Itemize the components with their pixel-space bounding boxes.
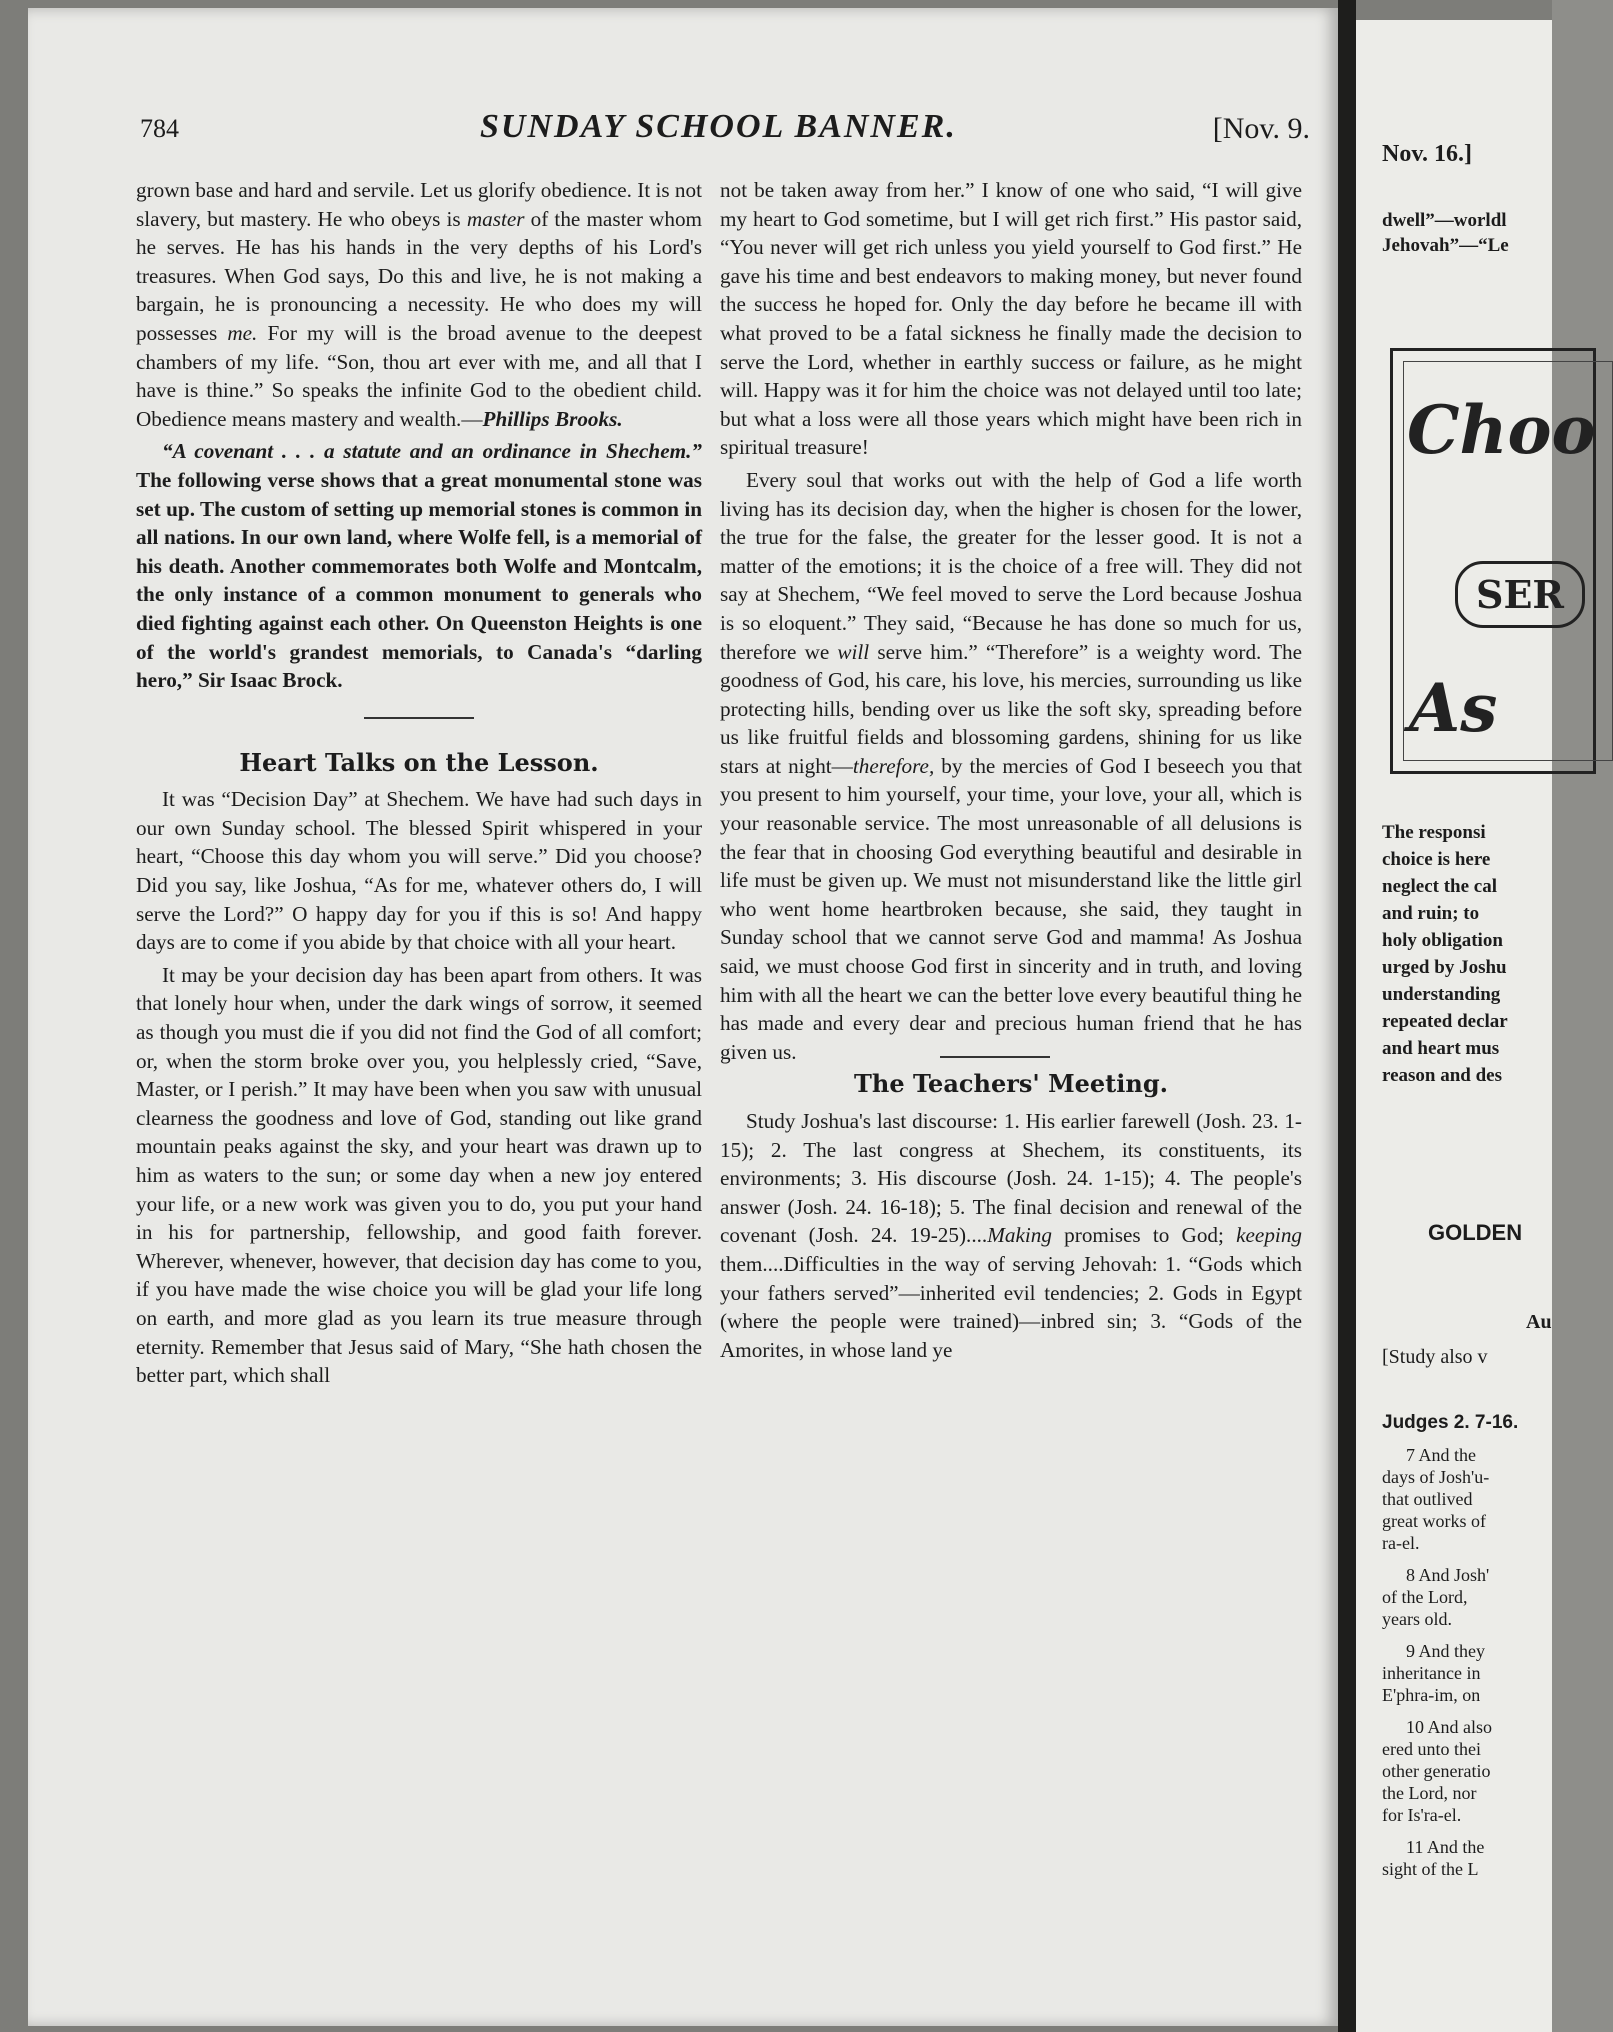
box-text-serve: SER — [1455, 561, 1585, 628]
verse-line: sight of the L — [1382, 1859, 1479, 1879]
verse-line: great works of — [1382, 1511, 1486, 1531]
text-line: and heart mus — [1382, 1038, 1500, 1059]
column-middle — [720, 176, 1302, 1368]
page-number: 784 — [140, 114, 179, 143]
magazine-title: SUNDAY SCHOOL BANNER. — [480, 108, 957, 145]
verse-line: that outlived — [1382, 1489, 1473, 1509]
book-gutter — [1338, 0, 1356, 2032]
verse-line: ra-el. — [1382, 1533, 1420, 1553]
paragraph: Every soul that works out with the help of God a life worth living has its decision day, when the higher is chosen for the lower, the true for the false, the greater for the lesser good. It is not a matter of the emotions; it is the choice of a free will. They did not say at Shechem, “We feel moved to serve the Lord because Joshua is so eloquent.” They said, “Because he has done so much for us, therefore we will serve him.” “Therefore” is a weighty word. The goodness of God, his care, his love, his mercies, surrounding us like protecting hills, bending over us like the soft sky, spreading before us like fruitful fields and blossoming gardens, shining for us like stars at night—therefore, by the mercies of God I beseech you that you present to him yourself, your time, your love, your all, which is your reasonable service. The most unreasonable of all delusions is the fear that in choosing God everything beautiful and desirable in life must be given up. We must not misunderstand like the little girl who went home heartbroken because, she said, they taught in Sunday school that we cannot serve God and mamma! As Joshua said, we must choose God first in sincerity and in truth, and loving him with all the heart we can the better love every beautiful thing he has made and every dear and precious human friend that he has given us. — [720, 467, 1303, 1064]
text-line: understanding — [1382, 984, 1501, 1005]
text-line: Jehovah”—“Le — [1382, 235, 1509, 256]
verse-line: for Is'ra-el. — [1382, 1805, 1462, 1825]
decorative-choose-box — [1390, 348, 1596, 774]
right-page-date: Nov. 16.] — [1382, 141, 1472, 167]
page-header — [140, 108, 1310, 158]
box-text-choose: Choo — [1407, 391, 1596, 469]
text-line: reason and des — [1382, 1065, 1503, 1086]
verse-line: 7 And the — [1406, 1445, 1476, 1465]
verse-line: E'phra-im, on — [1382, 1685, 1481, 1705]
text-line: and ruin; to — [1382, 903, 1480, 924]
paragraph: Study Joshua's last discourse: 1. His earlier farewell (Josh. 23. 1-15); 2. The last congress at Shechem, its constituents, its environments; 3. His discourse (Josh. 24. 1-15); 4. The people's answer (Josh. 24. 16-18); 5. The final decision and renewal of the covenant (Josh. 24. 19-25)....Making promises to God; keeping them....Difficulties in the way of serving Jehovah: 1. “Gods which your fathers served”—inherited evil tendencies; 2. Gods in Egypt (where the people were trained)—inbred sin; 3. “Gods of the Amorites, in whose land ye — [720, 1109, 1303, 1362]
verse-line: 11 And the — [1406, 1837, 1485, 1857]
divider — [940, 1056, 1050, 1058]
right-page — [1356, 20, 1596, 2032]
verse-line: 8 And Josh' — [1406, 1565, 1490, 1585]
issue-date: [Nov. 9. — [1212, 112, 1310, 145]
verse-line: days of Josh'u- — [1382, 1467, 1490, 1487]
text-line: choice is here — [1382, 849, 1491, 870]
text-line: dwell”—worldl — [1382, 210, 1507, 231]
section-title-heart-talks: Heart Talks on the Lesson. — [239, 747, 599, 777]
paragraph: not be taken away from her.” I know of one who said, “I will give my heart to God sometime, but I will get rich first.” His pastor said, “You never will get rich unless you yield yourself to God first.” He gave his time and best endeavors to making money, but never found the success he hoped for. Only the day before he became ill with what proved to be a fatal sickness he finally made the decision to serve the Lord, whether in earthly success or failure, as he might will. Happy was it for him the choice was not delayed until too late; but what a loss were all those years which might have been rich in spiritual treasure! — [720, 178, 1302, 460]
text-line: repeated declar — [1382, 1011, 1508, 1032]
verse-line: the Lord, nor — [1382, 1783, 1477, 1803]
box-text-as: As — [1409, 669, 1498, 747]
column-left — [136, 176, 702, 1394]
verse-line: of the Lord, — [1382, 1587, 1468, 1607]
verse-line: years old. — [1382, 1609, 1452, 1629]
study-note: [Study also v — [1382, 1346, 1488, 1368]
section-title-teachers-meeting: The Teachers' Meeting. — [854, 1069, 1168, 1099]
text-line: holy obligation — [1382, 930, 1503, 951]
paragraph-covenant: “A covenant . . . a statute and an ordinance in Shechem.” The following verse shows that a great monumental stone was set up. The custom of setting up memorial stones is common in all nations. In our own land, where Wolfe fell, is a memorial of his death. Another commemorates both Wolfe and Montcalm, the only instance of a common monument to generals who died fighting against each other. On Queenston Heights is one of the world's grandest memorials, to Canada's “darling hero,” Sir Isaac Brock. — [136, 439, 702, 693]
verse-line: inheritance in — [1382, 1663, 1481, 1683]
paragraph: It may be your decision day has been apart from others. It was that lonely hour when, under the dark wings of sorrow, it seemed as though you must die if you did not find the God of all comfort; or, when the storm broke over you, you helplessly cried, “Save, Master, or I perish.” It may have been when you saw with unusual clearness the goodness and love of God, standing out like grand mountain peaks against the sky, and your heart was drawn up to him as waters to the sun; or some day when a new joy entered your life, or a new work was given you to do, you put your hand in his for partnership, fellowship, and good faith forever. Wherever, whenever, however, that decision day has come to you, if you have made the wise choice you will be glad your life long on earth, and more glad as you learn its true measure through eternity. Remember that Jesus said of Mary, “She hath chosen the better part, which shall — [136, 962, 702, 1388]
text-line: urged by Joshu — [1382, 957, 1507, 978]
verse-line: other generatio — [1382, 1761, 1491, 1781]
verse-line: 10 And also — [1406, 1717, 1493, 1737]
text-line: The responsi — [1382, 822, 1486, 843]
verse-line: 9 And they — [1406, 1641, 1485, 1661]
paragraph: It was “Decision Day” at Shechem. We have had such days in our own Sunday school. The blessed Spirit whispered in your heart, “Choose this day whom you will serve.” Did you choose? Did you say, like Joshua, “As for me, whatever others do, I will serve the Lord?” O happy day for you if this is so! And happy days are to come if you abide by that choice with all your heart. — [136, 787, 702, 955]
scripture-reference: Judges 2. 7-16. — [1382, 1412, 1519, 1433]
text-line: Au — [1526, 1311, 1552, 1333]
paragraph: grown base and hard and servile. Let us glorify obedience. It is not slavery, but mastery. He who obeys is master of the master whom he serves. He has his hands in the very depths of his Lord's treasures. When God says, Do this and live, he is not making a bargain, he is pronouncing a necessity. He who does my will possesses me. For my will is the broad avenue to the deepest chambers of my life. “Son, thou art ever with me, and all that I have is thine.” So speaks the infinite God to the obedient child. Obedience means mastery and wealth.—Phillips Brooks. — [136, 178, 703, 431]
golden-text-heading: GOLDEN — [1428, 1220, 1523, 1245]
verse-line: ered unto thei — [1382, 1739, 1481, 1759]
divider — [364, 717, 474, 719]
text-line: neglect the cal — [1382, 876, 1498, 897]
